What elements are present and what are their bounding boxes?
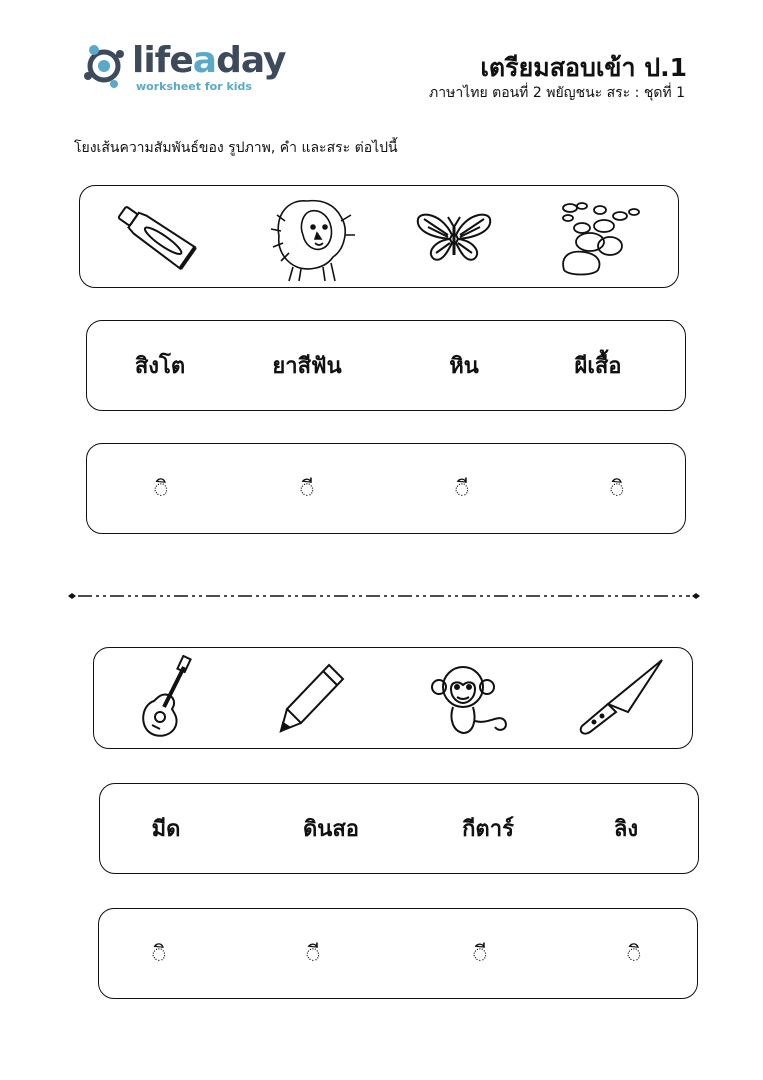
page-title: เตรียมสอบเข้า ป.1 [480,53,687,82]
guitar-icon[interactable] [104,648,224,748]
stones-icon[interactable] [535,186,663,287]
set1-vowel-row [86,443,686,534]
cut-line-divider [68,593,700,599]
vowel-card[interactable]: ◌ี [300,477,314,502]
knife-icon[interactable] [558,648,678,748]
word-card[interactable]: ยาสีฟัน [272,354,342,379]
butterfly-icon[interactable] [390,186,518,287]
vowel-card[interactable]: ◌ี [455,477,469,502]
word-card[interactable]: ดินสอ [303,817,359,842]
vowel-card[interactable]: ◌ี [306,942,320,967]
set2-picture-row [93,647,693,749]
vowel-card[interactable]: ◌ี [473,942,487,967]
vowel-card[interactable]: ◌ิ [627,942,641,967]
word-card[interactable]: ผีเสื้อ [574,354,622,379]
pencil-icon[interactable] [254,648,374,748]
word-card[interactable]: สิงโต [134,354,186,379]
logo-tagline: worksheet for kids [136,80,252,93]
lifeaday-logo [80,38,286,98]
lion-icon[interactable] [248,186,376,287]
set1-picture-row [79,185,679,288]
vowel-card[interactable]: ◌ิ [610,477,624,502]
instruction-text: โยงเส้นความสัมพันธ์ของ รูปภาพ, คำ และสระ ต่อไปนี้ [74,140,398,156]
vowel-card[interactable]: ◌ิ [152,942,166,967]
set2-vowel-row [98,908,698,999]
logo-mark-icon [80,40,132,92]
word-card[interactable]: หิน [449,354,479,379]
set1-word-row [86,320,686,411]
word-card[interactable]: ลิง [613,817,639,842]
monkey-icon[interactable] [410,648,530,748]
toothpaste-icon[interactable] [92,186,220,287]
logo-wordmark: lifeaday [132,40,286,81]
set2-word-row [99,783,699,874]
word-card[interactable]: มีด [151,817,181,842]
page-subtitle: ภาษาไทย ตอนที่ 2 พยัญชนะ สระ : ชุดที่ 1 [429,85,685,101]
vowel-card[interactable]: ◌ิ [154,477,168,502]
word-card[interactable]: กีตาร์ [462,817,514,842]
